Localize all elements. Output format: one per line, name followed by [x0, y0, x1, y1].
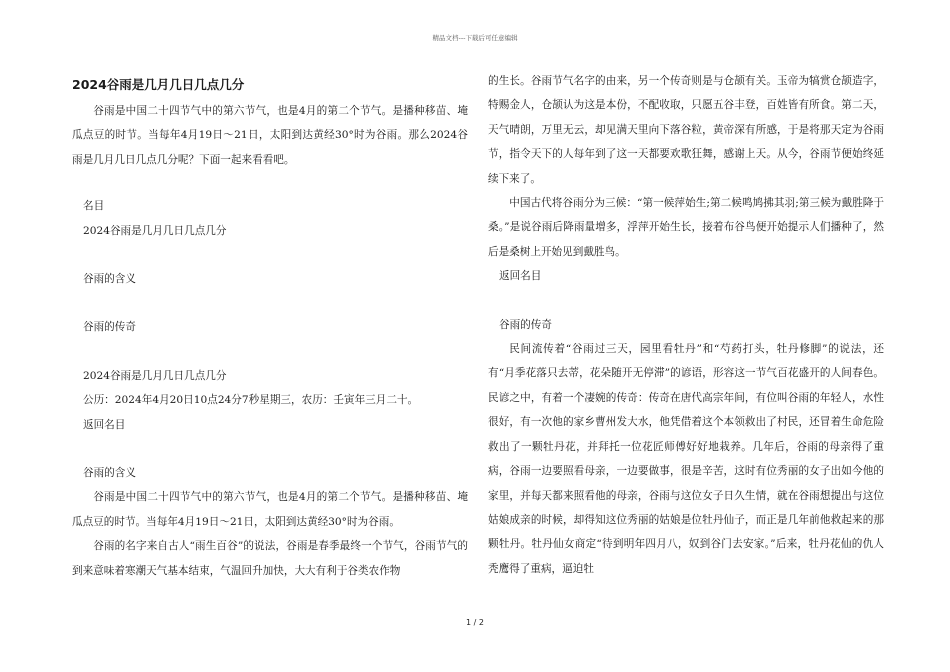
page-number: 1 / 2	[466, 618, 484, 627]
section-meaning-paragraph-1: 谷雨是中国二十四节气中的第六节气，也是4月的第二个节气。是播种移苗、埯瓜点豆的时节。当每年4月19日～21日，太阳到达黄经30°时为谷雨。	[72, 491, 468, 528]
right-column	[488, 76, 884, 581]
toc-item-date[interactable]: 2024谷雨是几月几日几点几分	[83, 224, 227, 237]
back-to-toc-link[interactable]: 返回名目	[83, 418, 126, 431]
section-date-heading: 2024谷雨是几月几日几点几分	[83, 369, 227, 382]
intro-paragraph: 谷雨是中国二十四节气中的第六节气，也是4月的第二个节气。是播种移苗、埯瓜点豆的时节。当每年4月19日～21日，太阳到达黄经30°时为谷雨。那么2024谷雨是几月几日几点几分呢？下面一起来看看吧。	[72, 105, 468, 166]
back-to-toc-link[interactable]: 返回名目	[499, 270, 542, 283]
toc-item-meaning[interactable]: 谷雨的含义	[83, 273, 136, 286]
section-legend-heading: 谷雨的传奇	[499, 318, 552, 331]
toc-heading: 名目	[83, 200, 105, 213]
section-meaning-paragraph-3: 中国古代将谷雨分为三候：“第一候萍始生;第二候鸣鸠拂其羽;第三候为戴胜降于桑。”是说谷雨后降雨量增多，浮萍开始生长，接着布谷鸟便开始提示人们播种了，然后是桑树上开始见到戴胜鸟。	[488, 197, 884, 258]
right-column-flow	[488, 69, 884, 581]
left-column	[72, 76, 468, 583]
section-legend-paragraph: 民间流传着“谷雨过三天，园里看牡丹”和“芍药打头，牡丹修脚”的说法，还有“月季花落只去蒂，花朵随开无停滞”的谚语，形容这一节气百花盛开的人间春色。民谚之中，有着一个凄婉的传奇：传奇在唐代高宗年间，有位叫谷雨的年轻人，水性很好，有一次他的家乡曹州发大水，他凭借着这个本领救出了村民，还冒着生命危险救出了一颗牡丹花，并拜托一位花匠师傅好好地栽养。几年后，谷雨的母亲得了重病，谷雨一边要照看母亲，一边要做事，很是辛苦，这时有位秀丽的女子出如今他的家里，并每天都来照看他的母亲，谷雨与这位女子日久生情，就在谷雨想提出与这位姑娘成亲的时候，却得知这位秀丽的姑娘是位牡丹仙子，而正是几年前他救起来的那颗牡丹。牡丹仙女商定“待到明年四月八，奴到谷门去安家。”后来，牡丹花仙的仇人秃鹰得了重病，逼迫牡	[488, 343, 884, 575]
document-title: 2024谷雨是几月几日几点几分	[72, 77, 245, 92]
section-meaning-paragraph-2: 谷雨的名字来自古人“雨生百谷”的说法，谷雨是春季最终一个节气，谷雨节气的到来意味着寒潮天气基本结束，气温回升加快，大大有利于谷类农作物	[72, 540, 468, 577]
page-header: 精品文档---下载后可任意编辑	[432, 34, 518, 42]
section-meaning-heading: 谷雨的含义	[83, 467, 136, 480]
toc-item-legend[interactable]: 谷雨的传奇	[83, 321, 136, 334]
section-meaning-paragraph-2-continued: 的生长。谷雨节气名字的由来，另一个传奇则是与仓颉有关。玉帝为犒赏仓颉造字，特赐金人，仓颉认为这是本份，不配收取，只愿五谷丰登，百姓皆有所食。第二天，天气晴朗，万里无云，却见满天里向下落谷粒，黄帝深有所感，于是将那天定为谷雨节，指令天下的人每年到了这一天都要欢歌狂舞，感谢上天。从今，谷雨节便始终延续下来了。	[488, 75, 884, 185]
section-date-body: 公历：2024年4月20日10点24分7秒星期三，农历：壬寅年三月二十。	[83, 394, 419, 407]
